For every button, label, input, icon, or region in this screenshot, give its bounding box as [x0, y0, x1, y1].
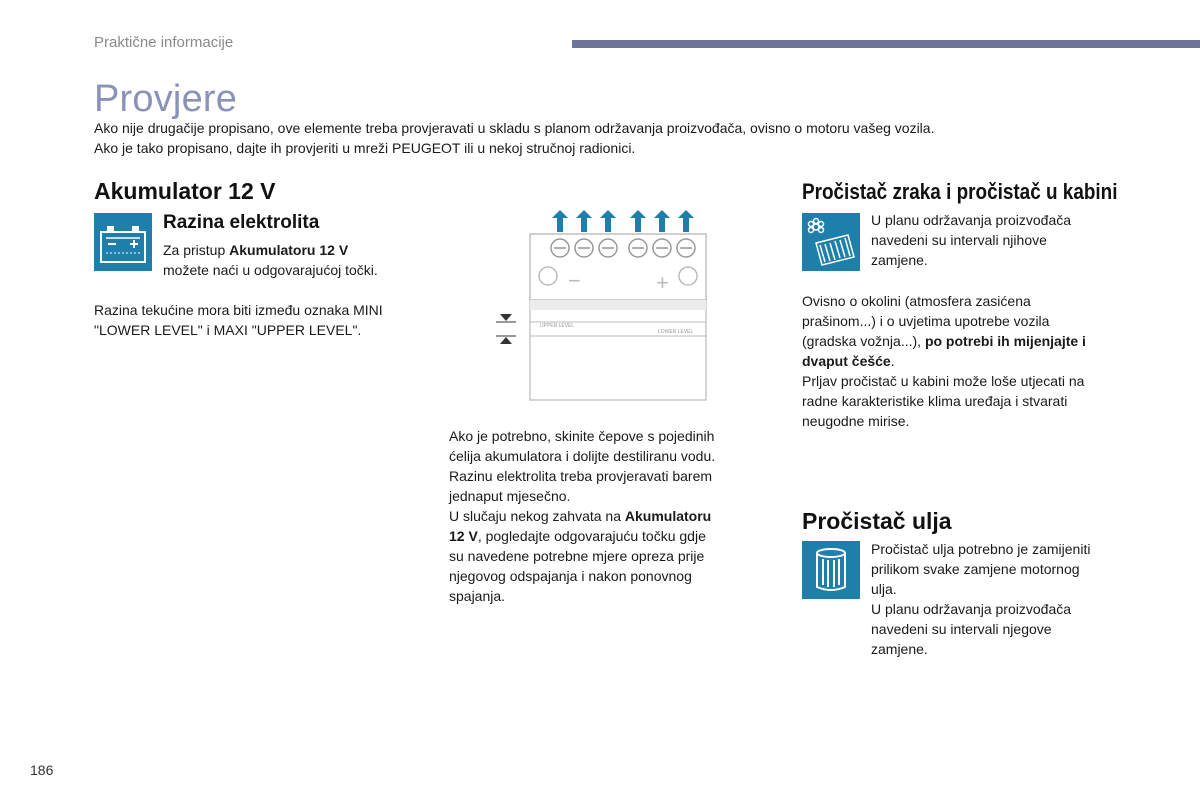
oil-filter-line-1: Pročistač ulja potrebno je zamijeniti	[871, 541, 1091, 557]
section-label: Praktične informacije	[94, 34, 234, 51]
header-accent-bar	[572, 40, 1200, 48]
battery-icon	[94, 213, 152, 271]
caption-line-9: spajanja.	[449, 588, 506, 604]
minus-sign: −	[568, 268, 581, 293]
caption-line-7: su navedene potrebne mjere opreza prije	[449, 548, 705, 564]
upper-level-label: UPPER LEVEL	[540, 323, 575, 329]
oil-filter-line-3: ulja.	[871, 581, 897, 597]
battery-access-bold: Akumulatoru 12 V	[229, 242, 349, 258]
level-text-line-2: "LOWER LEVEL" i MAXI "UPPER LEVEL".	[94, 322, 362, 338]
arrow-up-icons	[552, 210, 694, 232]
caption-line-2: ćelija akumulatora i dolijte destiliranu vodu.	[449, 448, 716, 464]
air-filter-line-2: navedeni su intervali njihove	[871, 232, 1047, 248]
oil-filter-line-5: navedeni su intervali njegove	[871, 621, 1052, 637]
air-filter-text-1	[871, 210, 1131, 270]
air-filter-p2-line-1: Ovisno o okolini (atmosfera zasićena	[802, 293, 1031, 309]
level-text	[94, 300, 434, 340]
oil-filter-icon	[802, 541, 860, 599]
battery-access-post: možete naći u odgovarajućoj točki.	[163, 262, 378, 278]
caption-line-1: Ako je potrebno, skinite čepove s pojedinih	[449, 428, 715, 444]
intro-line-2: Ako je tako propisano, dajte ih provjeriti u mreži PEUGEOT ili u nekoj stručnoj radionici.	[94, 140, 636, 156]
battery-diagram	[492, 210, 732, 410]
page-number: 186	[30, 762, 54, 778]
battery-heading: Akumulator 12 V	[94, 178, 276, 204]
air-filter-p2-line-4-bold: dvaput češće	[802, 353, 891, 369]
plus-sign: +	[656, 270, 669, 295]
oil-filter-line-6: zamjene.	[871, 641, 928, 657]
caption-line-4: jednaput mjesečno.	[449, 488, 571, 504]
intro-line-1: Ako nije drugačije propisano, ove elemente treba provjeravati u skladu s planom održavanja proizvođača, ovisno o motoru vašeg vozila.	[94, 120, 935, 136]
oil-filter-text	[871, 539, 1131, 659]
caption-line-8: njegovog odspajanja i nakon ponovnog	[449, 568, 692, 584]
battery-caption	[449, 426, 749, 606]
caption-line-3: Razinu elektrolita treba provjeravati barem	[449, 468, 713, 484]
page-title: Provjere	[94, 78, 238, 120]
air-filter-p3-line-1: Prljav pročistač u kabini može loše utjecati na	[802, 373, 1085, 389]
air-filter-line-1: U planu održavanja proizvođača	[871, 212, 1072, 228]
air-filter-icon	[802, 213, 860, 271]
battery-access-text	[163, 240, 443, 280]
oil-filter-line-2: prilikom svake zamjene motornog	[871, 561, 1080, 577]
air-filter-line-3: zamjene.	[871, 252, 928, 268]
level-text-line-1: Razina tekućine mora biti između oznaka MINI	[94, 302, 383, 318]
lower-level-label: LOWER LEVEL	[658, 329, 694, 335]
air-filter-p2-line-2: prašinom...) i o uvjetima upotrebe vozila	[802, 313, 1050, 329]
air-filter-text-2	[802, 291, 1132, 431]
caption-line-6-bold: 12 V	[449, 528, 478, 544]
oil-filter-heading: Pročistač ulja	[802, 508, 952, 534]
air-filter-p3-line-2: radne karakteristike klima uređaja i stvarati	[802, 393, 1068, 409]
intro-text	[94, 118, 1094, 158]
air-filter-p3-line-3: neugodne mirise.	[802, 413, 910, 429]
caption-line-5-bold: Akumulatoru	[624, 508, 712, 524]
electrolyte-subheading: Razina elektrolita	[163, 212, 320, 233]
air-filter-p2-line-3-bold: po potrebi ih mijenjajte i	[924, 333, 1086, 349]
caption-line-6-post: , pogledajte odgovarajuću točku gdje	[477, 528, 706, 544]
caption-line-5-pre: U slučaju nekog zahvata na	[449, 508, 625, 524]
battery-access-pre: Za pristup	[163, 242, 230, 258]
oil-filter-line-4: U planu održavanja proizvođača	[871, 601, 1072, 617]
air-filter-p2-line-3-pre: (gradska vožnja...),	[802, 333, 925, 349]
air-filter-p2-line-4-post: .	[890, 353, 895, 369]
air-filter-heading: Pročistač zraka i pročistač u kabini	[802, 179, 1118, 204]
